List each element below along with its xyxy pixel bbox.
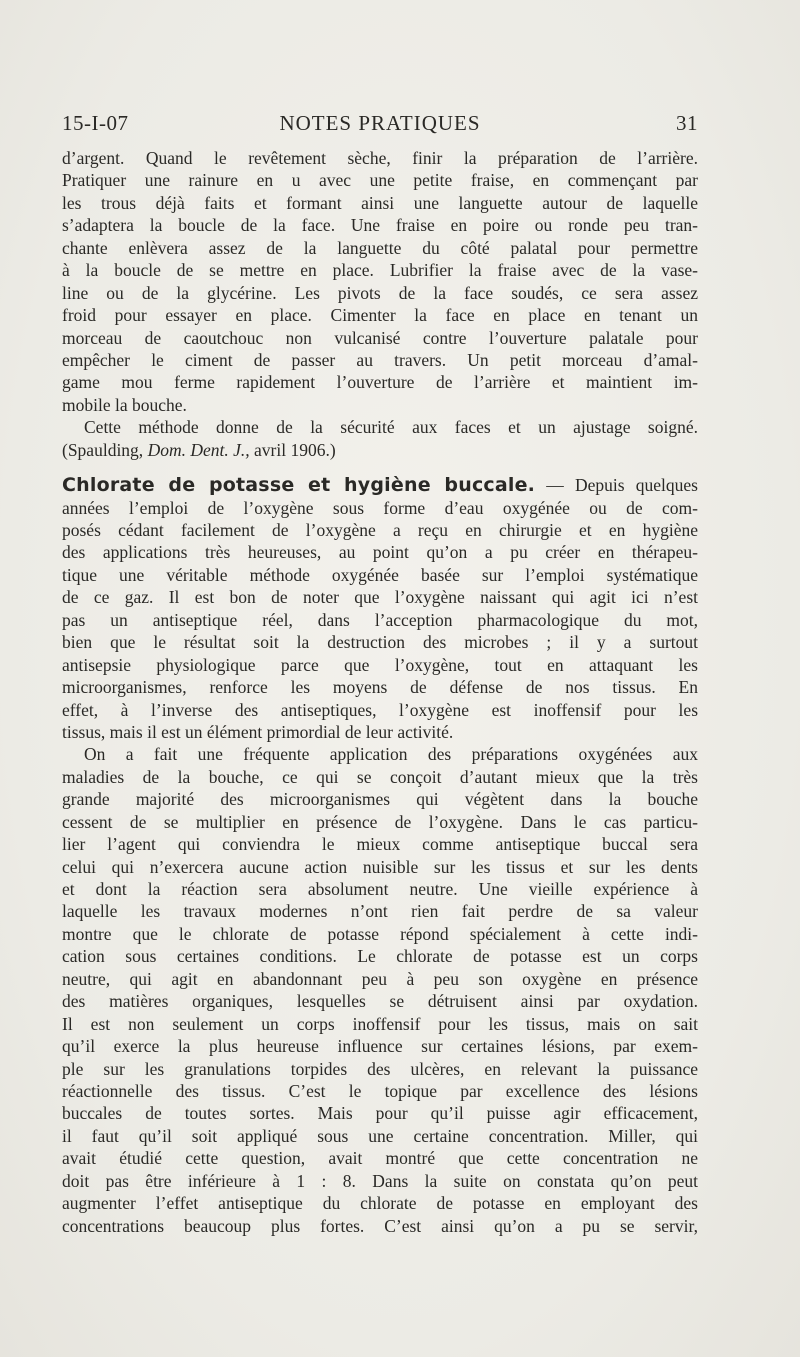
section-heading: Chlorate de potasse et hygiène buccale. xyxy=(62,474,536,497)
journal-title: Dom. Dent. J., xyxy=(147,439,250,460)
text-line: doit pas être inférieure à 1 : 8. Dans la suite on constata qu’on peut xyxy=(62,1170,698,1191)
text-line: froid pour essayer en place. Cimenter la face en place en tenant un xyxy=(62,305,698,326)
text-line: cessent de se multiplier en présence de l’oxygène. Dans le cas particu- xyxy=(62,811,698,832)
text-line: ple sur les granulations torpides des ulcères, en relevant la puissance xyxy=(62,1058,698,1079)
body-text xyxy=(62,147,698,1237)
text-line: à la boucle de se mettre en place. Lubrifier la fraise avec de la vase- xyxy=(62,260,698,281)
text-line: game mou ferme rapidement l’ouverture de l’arrière et maintient im- xyxy=(62,372,698,393)
text-line: augmenter l’effet antiseptique du chlorate de potasse en employant des xyxy=(62,1193,698,1214)
header-title: NOTES PRATIQUES xyxy=(279,111,481,135)
text-line: empêcher le ciment de passer au travers. Un petit morceau d’amal- xyxy=(62,349,698,370)
running-header xyxy=(62,111,698,145)
text-line: grande majorité des microorganismes qui végètent dans la bouche xyxy=(62,789,698,810)
text-line: mobile la bouche. xyxy=(62,394,187,415)
text-line: Il est non seulement un corps inoffensif pour les tissus, mais on sait xyxy=(62,1013,698,1034)
text-line: années l’emploi de l’oxygène sous forme d’eau oxygénée ou de com- xyxy=(62,497,698,518)
text-line: maladies de la bouche, ce qui se conçoit d’autant mieux que la très xyxy=(62,766,698,787)
text-line: posés cédant facilement de l’oxygène a reçu en chirurgie et en hygiène xyxy=(62,520,698,540)
text-line: et dont la réaction sera absolument neutre. Une vieille expérience à xyxy=(62,879,698,899)
paragraph-method-conclusion xyxy=(62,416,698,461)
text-line: antisepsie physiologique parce que l’oxygène, tout en attaquant les xyxy=(62,654,698,675)
header-date: 15-I-07 xyxy=(62,111,129,135)
text-line: montre que le chlorate de potasse répond spécialement à cette indi- xyxy=(62,923,698,944)
text-line: qu’il exerce la plus heureuse influence sur certaines lésions, par exem- xyxy=(62,1036,698,1057)
text-line: Pratiquer une rainure en u avec une petite fraise, en commençant par xyxy=(62,170,698,191)
text-line: les trous déjà faits et formant ainsi une languette autour de laquelle xyxy=(62,192,698,213)
citation-prefix: (Spaulding, xyxy=(62,439,148,460)
text-line: line ou de la glycérine. Les pivots de la face soudés, ce sera assez xyxy=(62,282,698,303)
section-spacer xyxy=(62,461,698,474)
section-first-line xyxy=(62,474,698,496)
section-chlorate xyxy=(62,474,698,743)
paragraph-oral-diseases xyxy=(62,743,698,1237)
text-line: neutre, qui agit en abandonnant peu à peu son oxygène en présence xyxy=(62,968,698,989)
page-number: 31 xyxy=(676,111,698,135)
section-lead-text: — Depuis quelques xyxy=(535,475,698,496)
citation-suffix: avril 1906.) xyxy=(249,439,336,460)
text-line: d’argent. Quand le revêtement sèche, finir la préparation de l’arrière. xyxy=(62,148,698,168)
text-line: microorganismes, renforce les moyens de défense de nos tissus. En xyxy=(62,677,698,698)
text-line: tissus, mais il est un élément primordial de leur activité. xyxy=(62,721,454,742)
text-line: concentrations beaucoup plus fortes. C’est ainsi qu’on a pu se servir, xyxy=(62,1215,698,1236)
text-line: tique une véritable méthode oxygénée basée sur l’emploi systématique xyxy=(62,564,698,585)
text-line: buccales de toutes sortes. Mais pour qu’il puisse agir efficacement, xyxy=(62,1103,698,1124)
text-line: Cette méthode donne de la sécurité aux faces et un ajustage soigné. xyxy=(84,417,698,438)
text-line: laquelle les travaux modernes n’ont rien fait perdre de sa valeur xyxy=(62,901,698,922)
text-line: de ce gaz. Il est bon de noter que l’oxygène naissant qui agit ici n’est xyxy=(62,587,698,608)
text-line: celui qui n’exercera aucune action nuisible sur les tissus et sur les dents xyxy=(62,856,698,877)
text-line: des applications très heureuses, au point qu’on a pu créer en thérapeu- xyxy=(62,542,698,563)
text-line: réactionnelle des tissus. C’est le topique par excellence des lésions xyxy=(62,1080,698,1101)
text-line: bien que le résultat soit la destruction des microbes ; il y a surtout xyxy=(62,632,698,653)
text-line: il faut qu’il soit appliqué sous une certaine concentration. Miller, qui xyxy=(62,1125,698,1146)
paragraph-preparation xyxy=(62,147,698,416)
text-line: On a fait une fréquente application des préparations oxygénées aux xyxy=(84,744,698,765)
text-line: lier l’agent qui conviendra le mieux comme antiseptique buccal sera xyxy=(62,834,698,855)
text-line: des matières organiques, lesquelles se détruisent ainsi par oxydation. xyxy=(62,991,698,1012)
text-line: pas un antiseptique réel, dans l’acception pharmacologique du mot, xyxy=(62,609,698,630)
text-line: effet, à l’inverse des antiseptiques, l’oxygène est inoffensif pour les xyxy=(62,699,698,720)
citation-line xyxy=(62,439,698,461)
text-line: avait étudié cette question, avait montré que cette concentration ne xyxy=(62,1148,698,1169)
text-line: s’adaptera la boucle de la face. Une fraise en poire ou ronde peu tran- xyxy=(62,215,698,236)
text-line: chante enlèvera assez de la languette du côté palatal pour permettre xyxy=(62,237,698,258)
text-line: cation sous certaines conditions. Le chlorate de potasse est un corps xyxy=(62,946,698,967)
text-line: morceau de caoutchouc non vulcanisé contre l’ouverture palatale pour xyxy=(62,327,698,348)
